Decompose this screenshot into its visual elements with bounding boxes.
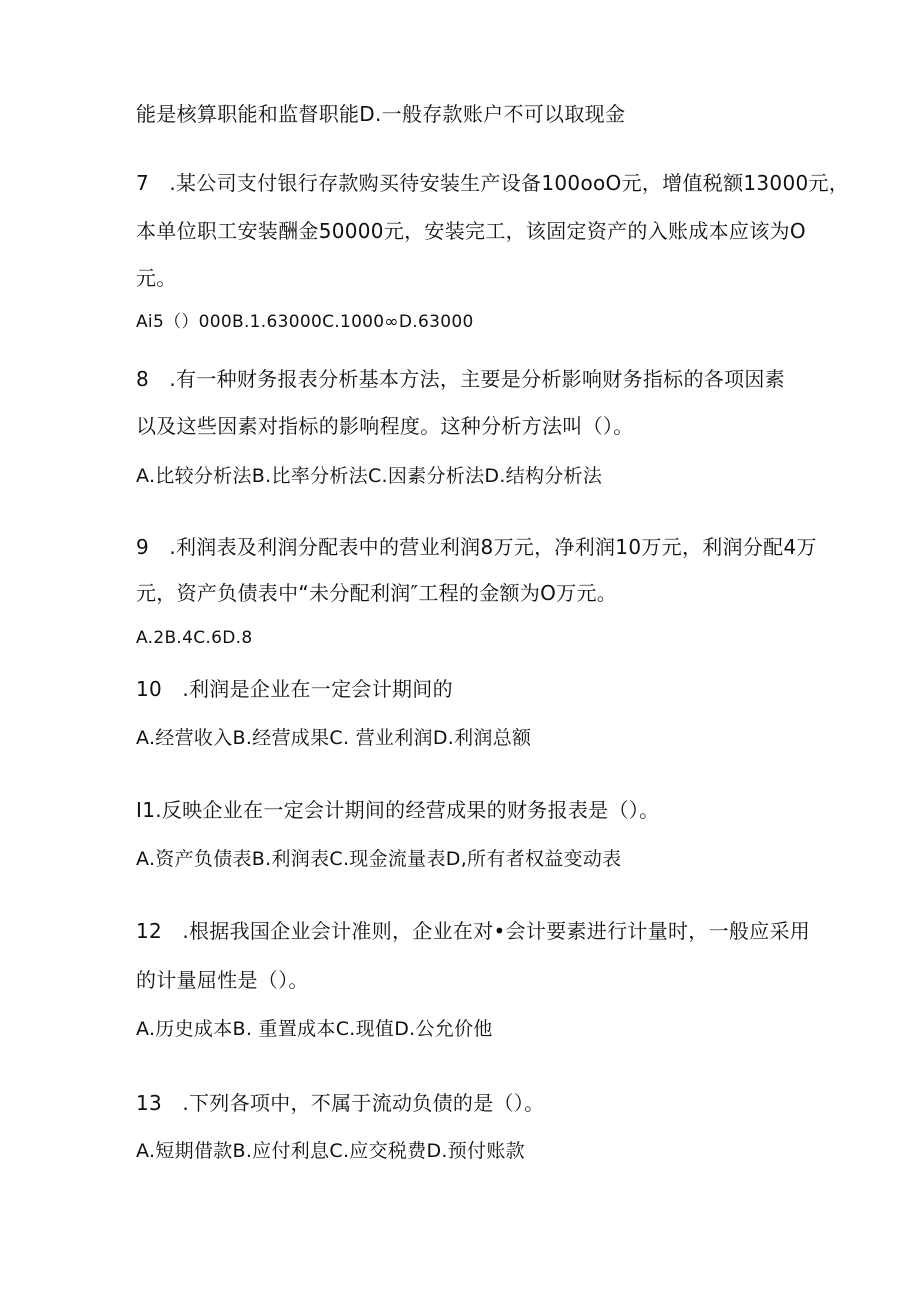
- question-7-line-2: 本单位职工安装酬金50000元，安装完工，该固定资产的入账成本应该为O: [136, 219, 806, 243]
- question-7-line-1: 7 .某公司支付银行存款购买待安装生产设备100ooO元，增值税额13000元，: [136, 171, 850, 195]
- question-9-line-1: 9 .利润表及利润分配表中的营业利润8万元，净利润10万元，利润分配4万: [136, 535, 817, 559]
- question-7-line-3: 元。: [136, 266, 177, 290]
- question-12-options: A.历史成本B. 重置成本C.现值D.公允价他: [136, 1018, 493, 1040]
- question-8-line-2: 以及这些因素对指标的影响程度。这种分析方法叫（）。: [136, 414, 634, 438]
- question-7-options: Ai5（）000B.1.63000C.1000∞D.63000: [136, 312, 474, 332]
- question-9-options: A.2B.4C.6D.8: [136, 628, 253, 648]
- question-12-line-1: 12 .根据我国企业会计准则，企业在对•会计要素进行计量时，一般应采用: [136, 919, 811, 943]
- question-10-line-1: 10 .利润是企业在一定会计期间的: [136, 677, 453, 701]
- question-12-line-2: 的计量屈性是（）。: [136, 968, 309, 992]
- question-13-options: A.短期借款B.应付利息C.应交税费D.预付账款: [136, 1140, 525, 1162]
- question-10-options: A.经营收入B.经营成果C. 营业利润D.利润总额: [136, 727, 532, 749]
- question-8-line-1: 8 .有一种财务报表分析基本方法，主要是分析影响财务指标的各项因素: [136, 367, 785, 391]
- question-11-options: A.资产负债表B.利润表C.现金流量表D,所有者权益变动表: [136, 848, 622, 870]
- text-line: 能是核算职能和监督职能D.一般存款账户不可以取现金: [136, 102, 626, 126]
- question-11-line-1: I1.反映企业在一定会计期间的经营成果的财务报表是（）。: [136, 798, 660, 822]
- question-13-line-1: 13 .下列各项中，不属于流动负债的是（）。: [136, 1091, 545, 1115]
- question-9-line-2: 元，资产负债表中“未分配利润″工程的金额为O万元。: [136, 581, 618, 605]
- question-8-options: A.比较分析法B.比率分析法C.因素分析法D.结构分析法: [136, 465, 603, 487]
